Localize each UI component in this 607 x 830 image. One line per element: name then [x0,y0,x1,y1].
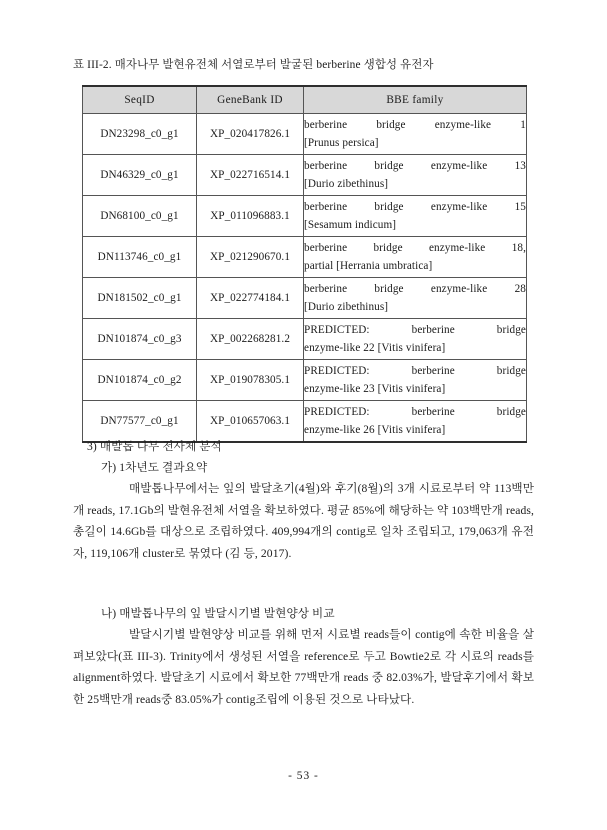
table-row [83,196,527,237]
table-row [83,319,527,360]
cell-seqid: DN23298_c0_g1 [83,114,197,155]
bbe-line-2: [Durio zibethinus] [304,178,389,190]
column-header-genebank-id: GeneBank ID [197,86,304,114]
bbe-line-1: berberine bridge enzyme-like 28 [304,282,526,295]
cell-bbe-family [304,360,527,401]
table-row [83,278,527,319]
cell-genebank-id: XP_019078305.1 [197,360,304,401]
bbe-line-2: partial [Herrania umbratica] [304,260,433,272]
cell-seqid: DN101874_c0_g3 [83,319,197,360]
cell-genebank-id: XP_010657063.1 [197,401,304,443]
section-heading-na: 나) 매발톱나무의 잎 발달시기별 발현양상 비교 [101,607,335,620]
column-header-bbe-family: BBE family [304,86,527,114]
table-row [83,114,527,155]
section-heading-3: 3) 매발톱 나무 전사체 분석 [87,440,222,453]
cell-genebank-id: XP_021290670.1 [197,237,304,278]
section-heading-ga: 가) 1차년도 결과요약 [101,461,208,474]
cell-seqid: DN101874_c0_g2 [83,360,197,401]
bbe-line-1: berberine bridge enzyme-like 18, [304,241,526,254]
bbe-line-1: PREDICTED: berberine bridge [304,405,526,418]
cell-bbe-family [304,196,527,237]
cell-genebank-id: XP_020417826.1 [197,114,304,155]
cell-bbe-family [304,155,527,196]
bbe-line-2: [Durio zibethinus] [304,301,389,313]
cell-bbe-family [304,237,527,278]
cell-seqid: DN181502_c0_g1 [83,278,197,319]
paragraph-expression-comparison: 발달시기별 발현양상 비교를 위해 먼저 시료별 reads들이 contig에 속한 비율을 살펴보았다(표 III-3). Trinity에서 생성된 서열을 reference로 두고 Bowtie2로 각 시료의 reads를 alignment하였다. 발달초기 시료에서 확보한 77백만개 reads 중 82.03%가, 발달후기에서 확보한 25백만개 reads중 83.05%가 contig조립에 이용된 것으로 나타났다. [73,628,534,706]
table-row [83,237,527,278]
bbe-line-1: berberine bridge enzyme-like 15 [304,200,526,213]
table-caption: 표 III-2. 매자나무 발현유전체 서열로부터 발굴된 berberine 생합성 유전자 [73,59,434,71]
bbe-line-2: enzyme-like 22 [Vitis vinifera] [304,342,446,354]
column-header-seqid: SeqID [83,86,197,114]
bbe-line-1: berberine bridge enzyme-like 1 [304,118,526,131]
bbe-line-1: berberine bridge enzyme-like 13 [304,159,526,172]
bbe-line-2: [Sesamum indicum] [304,219,397,231]
bbe-line-1: PREDICTED: berberine bridge [304,323,526,336]
cell-genebank-id: XP_011096883.1 [197,196,304,237]
cell-bbe-family [304,319,527,360]
table-row [83,360,527,401]
table-row [83,155,527,196]
bbe-line-1: PREDICTED: berberine bridge [304,364,526,377]
table-header-row [83,86,527,114]
cell-seqid: DN46329_c0_g1 [83,155,197,196]
bbe-line-2: enzyme-like 26 [Vitis vinifera] [304,424,446,436]
berberine-gene-table [82,85,526,443]
bbe-line-2: enzyme-like 23 [Vitis vinifera] [304,383,446,395]
cell-genebank-id: XP_022716514.1 [197,155,304,196]
bbe-line-2: [Prunus persica] [304,137,379,149]
cell-seqid: DN77577_c0_g1 [83,401,197,443]
cell-genebank-id: XP_002268281.2 [197,319,304,360]
table-body [83,114,527,443]
cell-bbe-family [304,114,527,155]
cell-genebank-id: XP_022774184.1 [197,278,304,319]
data-table [82,85,527,443]
table-header [83,86,527,114]
cell-seqid: DN68100_c0_g1 [83,196,197,237]
page-number: - 53 - [288,770,319,782]
paragraph-first-year-summary: 매발톱나무에서는 잎의 발달초기(4월)와 후기(8월)의 3개 시료로부터 약 113백만개 reads, 17.1Gb의 발현유전체 서열을 확보하였다. 평균 85%에 해당하는 약 103백만개 reads, 총길이 14.6Gb를 대상으로 조립하였다. 409,994개의 contig로 일차 조립되고, 179,063개 유전자, 119,106개 cluster로 묶였다 (김 등, 2017). [73,482,534,560]
cell-seqid: DN113746_c0_g1 [83,237,197,278]
cell-bbe-family [304,278,527,319]
